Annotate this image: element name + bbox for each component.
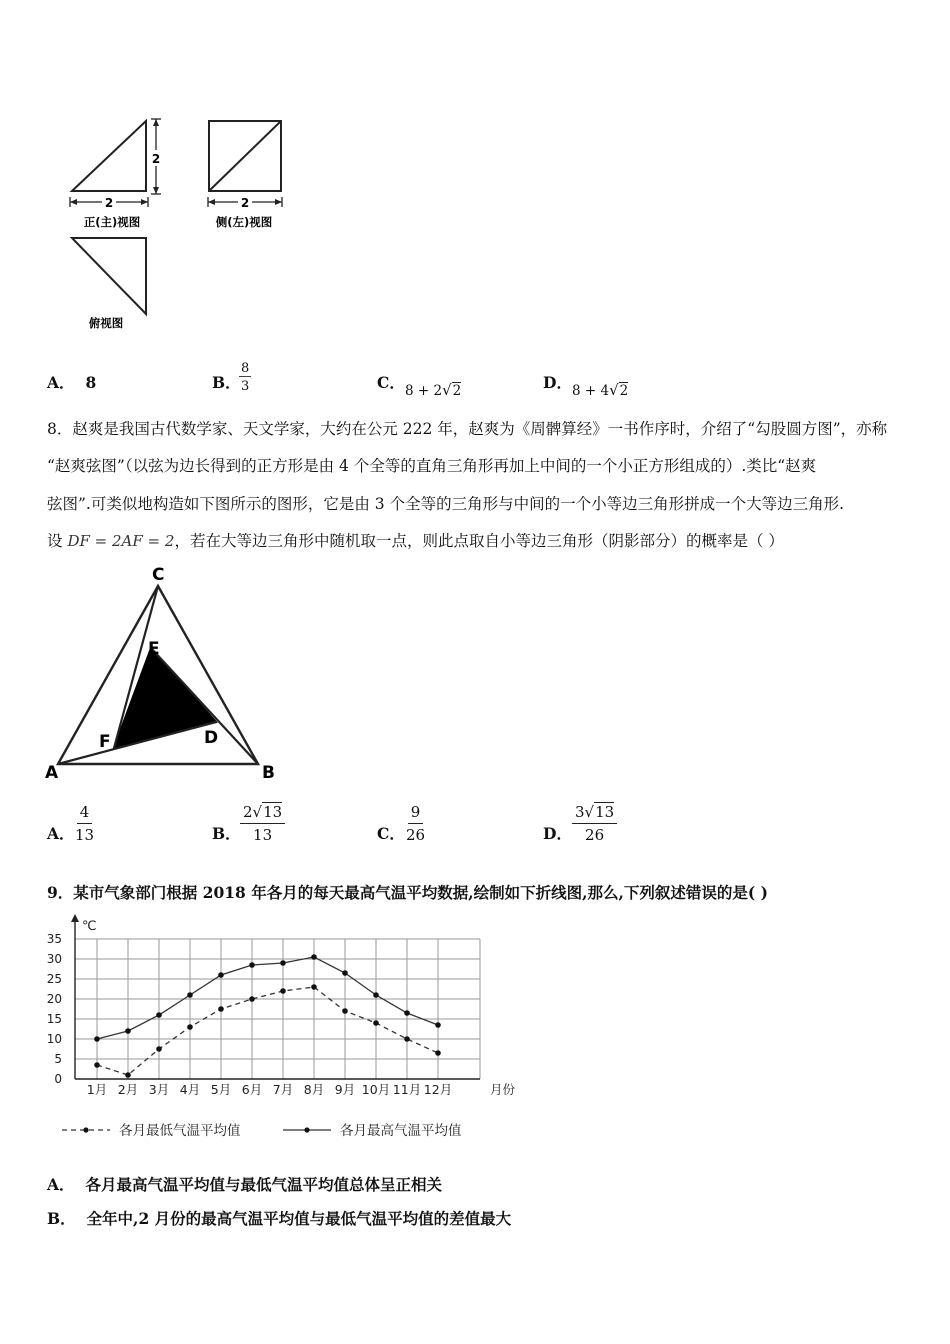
expr-radicand: 2 — [452, 383, 462, 399]
q8-stem-line-1: 8．赵爽是我国古代数学家、天文学家，大约在公元 222 年，赵爽为《周髀算经》一书作序时，介绍了“勾股圆方图”，亦称 — [47, 420, 888, 438]
stem-suffix: ，若在大等边三角形中随机取一点，则此点取自小等边三角形（阴影部分）的概率是（ ） — [174, 532, 784, 550]
x-tick-label: 6月 — [241, 1082, 263, 1097]
series-line-2 — [97, 957, 438, 1039]
fraction-denominator: 13 — [75, 826, 95, 844]
series-point — [342, 1008, 348, 1014]
y-tick-label: 35 — [46, 932, 62, 946]
expr-prefix: 8 + 2 — [405, 383, 443, 399]
q8-option-c[interactable] — [377, 823, 405, 845]
vertex-label-a: A — [45, 763, 59, 783]
y-tick-label: 25 — [46, 972, 62, 986]
series-point — [342, 970, 348, 976]
series-line-1 — [97, 987, 438, 1075]
y-axis-arrow — [71, 914, 79, 922]
q8-stem-line-2: “赵爽弦图”（以弦为边长得到的正方形是由 4 个全等的直角三角形再加上中间的一个小正方形组成的）.类比“赵爽 — [47, 457, 817, 475]
vertex-label-d: D — [204, 728, 219, 748]
option-letter: A． — [47, 373, 75, 392]
series-point — [187, 992, 193, 998]
q7-option-c[interactable] — [377, 372, 405, 394]
side-width-label: 2 — [240, 196, 250, 210]
series-point — [187, 1024, 193, 1030]
series-point — [156, 1046, 162, 1052]
q7-option-b-fraction — [238, 361, 252, 394]
x-tick-label: 11月 — [392, 1082, 422, 1097]
vertex-label-b: B — [262, 763, 275, 783]
y-tick-label: 15 — [46, 1012, 62, 1026]
series-point — [373, 992, 379, 998]
x-tick-label: 12月 — [423, 1082, 453, 1097]
q8-option-b-fraction — [240, 803, 285, 844]
stem-equation: DF = 2AF = 2 — [67, 532, 175, 550]
x-tick-label: 9月 — [334, 1082, 356, 1097]
q8-stem-line-4 — [47, 530, 784, 552]
q8-option-b[interactable] — [212, 823, 241, 845]
q7-option-a[interactable] — [47, 372, 96, 394]
front-height-label: 2 — [151, 152, 161, 166]
series-point — [404, 1010, 410, 1016]
q9-option-b[interactable] — [47, 1208, 511, 1230]
fraction-numerator: 2√13 — [240, 803, 285, 824]
y-axis-label: ℃ — [82, 919, 97, 934]
numerator-coef: 3 — [575, 803, 585, 821]
fraction-denominator: 3 — [241, 379, 250, 394]
series-point — [125, 1028, 131, 1034]
numerator-radicand: 13 — [263, 803, 283, 821]
series-point — [218, 1006, 224, 1012]
fraction-numerator: 4 — [77, 803, 93, 824]
front-width-label: 2 — [104, 196, 114, 210]
y-tick-label: 10 — [46, 1032, 62, 1046]
y-tick-label: 30 — [46, 952, 62, 966]
fraction-denominator: 13 — [253, 826, 273, 844]
q9-stem: 9．某市气象部门根据 2018 年各月的每天最高气温平均数据,绘制如下折线图,那么,下列叙述错误的是( ) — [47, 883, 768, 902]
series-point — [218, 972, 224, 978]
series-point — [280, 988, 286, 994]
x-tick-label: 10月 — [361, 1082, 391, 1097]
x-tick-label: 4月 — [179, 1082, 201, 1097]
legend-label: 各月最高气温平均值 — [340, 1123, 462, 1139]
x-tick-label: 3月 — [148, 1082, 170, 1097]
fraction-numerator: 3√13 — [572, 803, 617, 824]
q8-option-d[interactable] — [543, 823, 572, 845]
series-point — [311, 984, 317, 990]
series-point — [435, 1022, 441, 1028]
fraction-denominator: 26 — [585, 826, 605, 844]
series-point — [404, 1036, 410, 1042]
zhao-shuang-triangle-figure — [40, 562, 290, 787]
series-point — [435, 1050, 441, 1056]
option-letter: D． — [543, 373, 572, 392]
y-tick-label: 20 — [46, 992, 62, 1006]
vertex-label-f: F — [99, 732, 111, 752]
expr-prefix: 8 + 4 — [572, 383, 610, 399]
option-letter: B． — [212, 373, 241, 392]
q7-option-b[interactable] — [212, 372, 241, 394]
series-point — [249, 996, 255, 1002]
numerator-radicand: 13 — [595, 803, 615, 821]
option-text: 全年中,2 月份的最高气温平均值与最低气温平均值的差值最大 — [86, 1209, 512, 1228]
temperature-line-chart — [40, 912, 540, 1147]
option-letter: B． — [212, 824, 241, 843]
fraction-denominator: 26 — [406, 826, 426, 844]
side-view-caption: 侧(左)视图 — [215, 215, 273, 229]
three-view-figure — [60, 110, 300, 335]
option-text: 各月最高气温平均值与最低气温平均值总体呈正相关 — [85, 1175, 442, 1194]
x-axis-label: 月份 — [490, 1082, 516, 1097]
vertex-label-c: C — [152, 565, 165, 585]
y-tick-label: 0 — [54, 1072, 62, 1086]
legend-swatch-point — [83, 1127, 88, 1132]
x-tick-label: 7月 — [272, 1082, 294, 1097]
top-view-triangle — [72, 238, 146, 314]
y-tick-label: 5 — [54, 1052, 62, 1066]
numerator-coef: 2 — [243, 803, 253, 821]
vertex-label-e: E — [148, 639, 160, 659]
x-tick-label: 2月 — [117, 1082, 139, 1097]
expr-radicand: 2 — [619, 383, 629, 399]
q9-option-a[interactable] — [47, 1174, 442, 1196]
series-point — [311, 954, 317, 960]
x-tick-label: 8月 — [303, 1082, 325, 1097]
stem-prefix: 设 — [47, 532, 63, 550]
x-tick-label: 5月 — [210, 1082, 232, 1097]
front-view-triangle — [72, 121, 146, 191]
fraction-numerator: 8 — [241, 361, 250, 376]
series-point — [373, 1020, 379, 1026]
series-point — [94, 1036, 100, 1042]
q8-option-c-fraction — [406, 803, 425, 844]
q8-option-a-fraction — [75, 803, 94, 844]
front-view-caption: 正(主)视图 — [83, 215, 141, 229]
fraction-numerator: 9 — [408, 803, 424, 824]
legend-label: 各月最低气温平均值 — [119, 1123, 241, 1139]
option-letter: C． — [377, 373, 405, 392]
q8-option-a[interactable] — [47, 823, 75, 845]
option-letter: A． — [47, 824, 75, 843]
q7-option-d-expr: 8 + 4√2 — [572, 381, 629, 399]
option-letter: B． — [47, 1209, 76, 1228]
x-tick-label: 1月 — [86, 1082, 108, 1097]
series-point — [125, 1072, 131, 1078]
legend-swatch-point — [304, 1127, 309, 1132]
q7-option-c-expr: 8 + 2√2 — [405, 381, 462, 399]
option-letter: A． — [47, 1175, 75, 1194]
q7-option-d[interactable] — [543, 372, 572, 394]
series-point — [94, 1062, 100, 1068]
q8-option-d-fraction — [572, 803, 617, 844]
option-letter: C． — [377, 824, 405, 843]
series-point — [156, 1012, 162, 1018]
option-value: 8 — [85, 373, 97, 392]
series-point — [280, 960, 286, 966]
option-letter: D． — [543, 824, 572, 843]
top-view-caption: 俯视图 — [88, 316, 124, 330]
q8-stem-line-3: 弦图”.可类似地构造如下图所示的图形，它是由 3 个全等的三角形与中间的一个小等边三角形拼成一个大等边三角形. — [47, 495, 844, 513]
series-point — [249, 962, 255, 968]
